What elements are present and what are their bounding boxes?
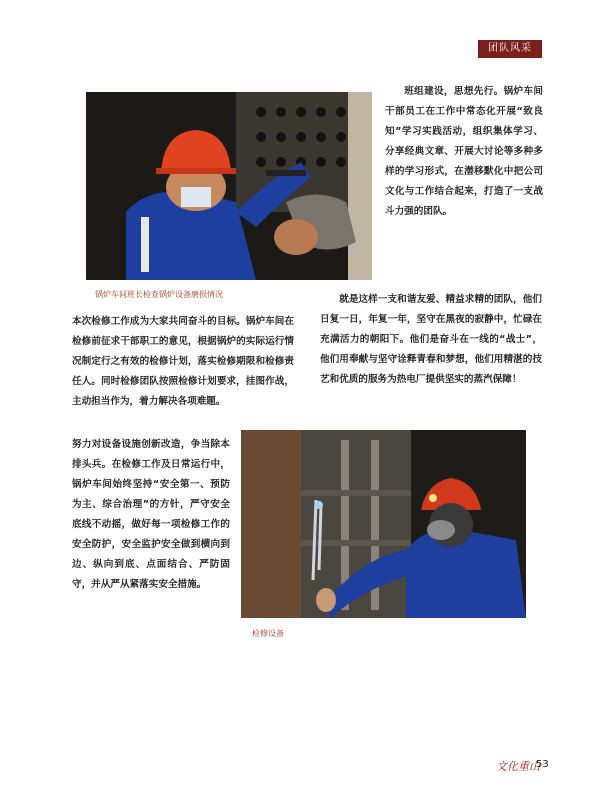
equipment-repair-photo (241, 430, 526, 618)
page-number: 53 (536, 759, 549, 770)
photo-caption: 锅炉车间班长检查锅炉设备磨损情况 (95, 290, 223, 299)
photo-caption: 检修设备 (252, 629, 284, 638)
magazine-logo: 文化重山 (496, 760, 540, 773)
article-paragraph: 本次检修工作成为大家共同奋斗的目标。锅炉车间在检修前征求干部职工的意见，根据锅炉的实际运行情况制定行之有效的检修计划，落实检修期限和检修责任人。同时检修团队按照检修计划要求，挂图作战，主动担当作为，着力解决各项难题。 (72, 316, 294, 407)
article-paragraph: 就是这样一支和谐友爱、精益求精的团队，他们日复一日，年复一年，坚守在黑夜的寂静中，忙碌在充满活力的朝阳下。他们是奋斗在一线的“战士”，他们用奉献与坚守诠释青春和梦想，他们用精湛的技艺和优质的服务为热电厂提供坚实的蒸汽保障！ (320, 294, 542, 385)
article-paragraph: 班组建设，思想先行。锅炉车间干部员工在工作中常态化开展“致良知”学习实践活动，组织集体学习、分享经典文章、开展大讨论等多种多样的学习形式，在潜移默化中把公司文化与工作结合起来，打造了一支战斗力强的团队。 (385, 86, 543, 217)
boiler-inspection-photo (86, 92, 372, 280)
article-paragraph: 努力对设备设施创新改造，争当除本排头兵。在检修工作及日常运行中，锅炉车间始终坚持“安全第一、预防为主、综合治理”的方针，严守安全底线不动摇，做好每一项检修工作的安全防护，安全监护安全做到横向到边、纵向到底、点面结合、严防固守，并从严从紧落实安全措施。 (72, 439, 230, 590)
section-tag: 团队风采 (478, 40, 542, 58)
